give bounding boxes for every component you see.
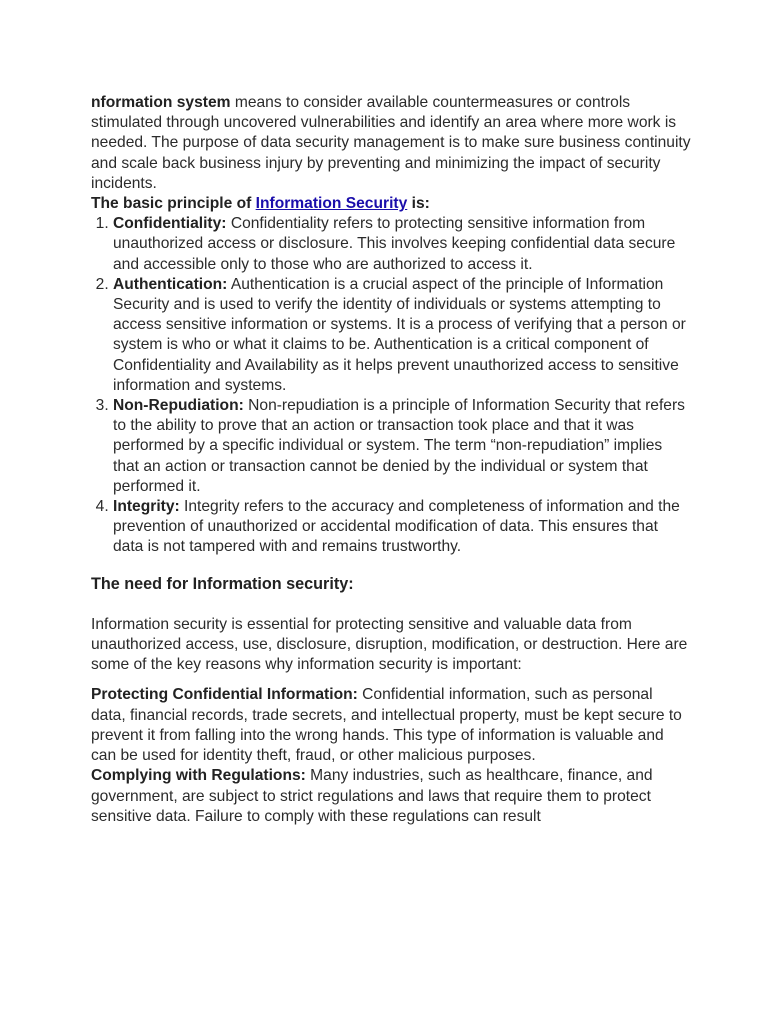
intro-lead-term: nformation system <box>91 94 231 111</box>
need-section-intro: Information security is essential for protecting sensitive and valuable data from unauthorized access, use, disclosure, disruption, modification, or destruction. Here are some of the key reasons why information security is important: <box>91 615 688 674</box>
principles-list <box>91 214 691 557</box>
document-page <box>91 93 691 827</box>
reason-text: Confidential information, such as personal data, financial records, trade secrets, and intellectual property, must be kept secure to prevent it from falling into the wrong hands. This type of information is valuable and can be used for identity theft, fraud, or other malicious purposes. <box>91 686 682 765</box>
principle-term: Confidentiality: <box>113 215 227 233</box>
list-item-confidentiality <box>113 214 691 275</box>
principle-heading-after: is: <box>407 195 430 213</box>
principle-term: Authentication: <box>113 275 228 293</box>
list-item-integrity <box>113 497 691 558</box>
reason-term: Complying with Regulations: <box>91 767 306 785</box>
principle-term: Non-Repudiation: <box>113 397 244 415</box>
reason-protecting-confidential <box>91 685 691 766</box>
principle-text: Authentication is a crucial aspect of the principle of Information Security and is used to verify the identity of individuals or systems attempting to access sensitive information or systems. It is a process of verifying that a person or system is who or what it claims to be. Authentication is a critical component of Confidentiality and Availability as it helps prevent unauthorized access to sensitive information and systems. <box>113 275 686 394</box>
principle-heading-before: The basic principle of <box>91 195 256 213</box>
reason-term: Protecting Confidential Information: <box>91 686 358 704</box>
intro-text: means to consider available countermeasures or controls stimulated through uncovered vulnerabilities and identify an area where more work is needed. The purpose of data security management is to make sure business continuity and scale back business injury by preventing and minimizing the impact of security incidents. <box>91 94 691 192</box>
reason-text: Many industries, such as healthcare, finance, and government, are subject to strict regulations and laws that require them to protect sensitive data. Failure to comply with these regulations can result <box>91 767 653 825</box>
principle-text: Integrity refers to the accuracy and completeness of information and the prevention of unauthorized or accidental modification of data. This ensures that data is not tampered with and remains trustworthy. <box>113 498 680 556</box>
principle-term: Integrity: <box>113 498 180 516</box>
reason-complying-regulations <box>91 766 691 827</box>
principle-text: Confidentiality refers to protecting sensitive information from unauthorized access or disclosure. This involves keeping confidential data secure and accessible only to those who are authorized to access it. <box>113 215 676 273</box>
list-item-non-repudiation <box>113 396 691 497</box>
list-item-authentication <box>113 275 691 396</box>
principle-text: Non-repudiation is a principle of Information Security that refers to the ability to prove that an action or transaction took place and that it was performed by a specific individual or system. The term “non-repudiation” implies that an action or transaction cannot be denied by the individual or system that performed it. <box>113 397 685 495</box>
principle-heading <box>91 194 691 214</box>
intro-paragraph <box>91 93 691 194</box>
need-section-heading: The need for Information security: <box>91 574 354 593</box>
information-security-link[interactable]: Information Security <box>255 195 408 213</box>
